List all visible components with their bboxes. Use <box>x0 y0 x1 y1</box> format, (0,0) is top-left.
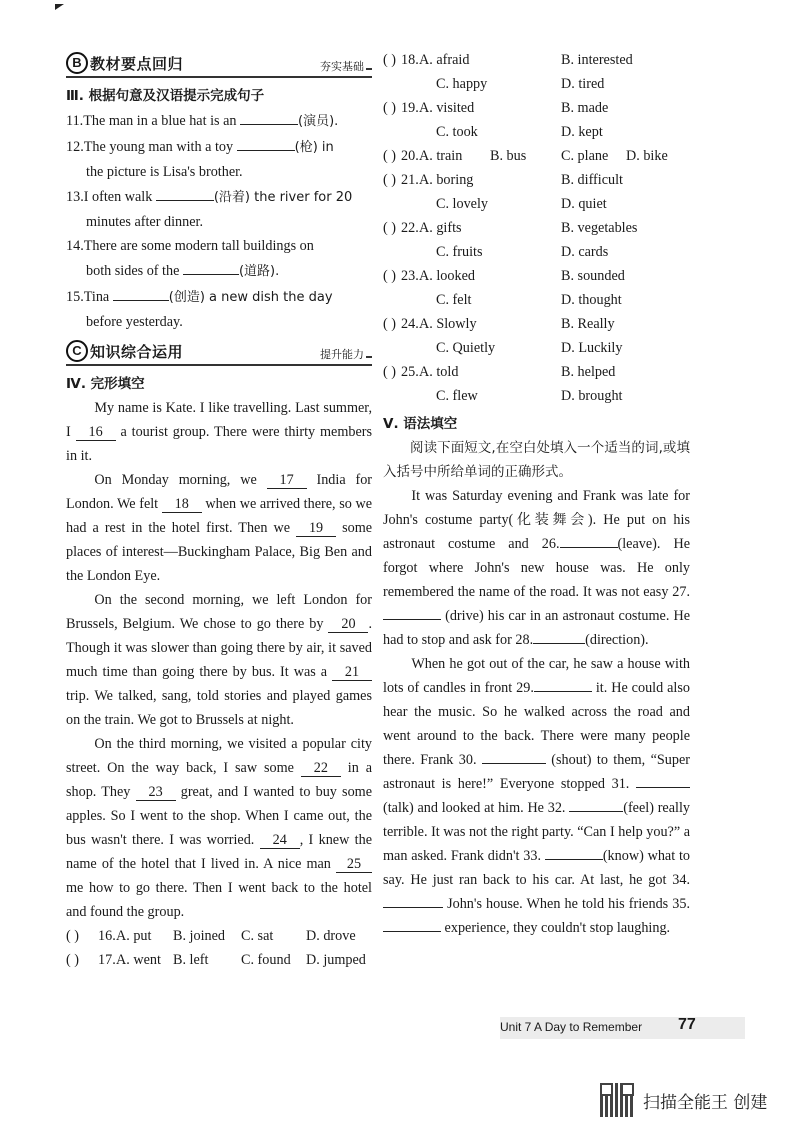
option-a[interactable]: A. boring <box>419 172 474 188</box>
option-b[interactable]: B. vegetables <box>561 220 638 236</box>
cloze-blank-20[interactable]: 20 <box>328 616 368 633</box>
cloze-paragraph-3: On the second morning, we left London for Brussels, Belgium. We chose to go there by 20 . Though it was slower than going there by air, it saved much time than going there by bus. It was a 21 trip. We talked, sang, told stories and played games on the train. We got to Brussels at night. <box>66 592 373 728</box>
option-row-24-cont <box>383 336 690 360</box>
cloze-blank-18[interactable]: 18 <box>162 496 202 513</box>
answer-paren[interactable]: ( ) <box>383 172 396 188</box>
option-a[interactable]: A. afraid <box>419 52 470 68</box>
answer-paren[interactable]: ( ) <box>66 928 79 944</box>
scanner-watermark: 扫描全能王 创建 <box>643 1093 768 1113</box>
right-column <box>383 48 690 940</box>
page-footer <box>500 1017 745 1039</box>
section-c-badge: C <box>66 340 88 362</box>
option-d[interactable]: D. brought <box>561 388 623 404</box>
option-row-25-cont <box>383 384 690 408</box>
option-c[interactable]: C. happy <box>436 76 488 92</box>
option-row-22-cont <box>383 240 690 264</box>
option-a[interactable]: A. told <box>419 364 459 380</box>
option-row-18-cont <box>383 72 690 96</box>
page-number: 77 <box>678 1016 696 1033</box>
cloze-paragraph-1: My name is Kate. I like travelling. Last summer, I 16 a tourist group. There were thirty members in it. <box>66 400 373 464</box>
option-row-23-cont <box>383 288 690 312</box>
option-a[interactable]: A. went <box>116 952 161 968</box>
blank-11[interactable] <box>240 108 298 125</box>
option-c[interactable]: C. sat <box>241 928 274 944</box>
grammar-blank-28[interactable] <box>533 643 585 644</box>
option-row-19-cont <box>383 120 690 144</box>
option-b[interactable]: B. difficult <box>561 172 624 188</box>
option-c[interactable]: C. plane <box>561 148 609 164</box>
answer-paren[interactable]: ( ) <box>383 52 396 68</box>
grammar-blank-29[interactable] <box>534 691 592 692</box>
option-row-16: ( ) 16. A. put B. joined C. sat D. drove <box>66 924 372 948</box>
section-b-title: 教材要点回归 <box>90 55 184 73</box>
option-row-19: ( ) 19. A. visited B. made <box>383 96 690 120</box>
blank-14[interactable] <box>183 258 239 275</box>
option-d[interactable]: D. Luckily <box>561 340 623 356</box>
answer-paren[interactable]: ( ) <box>383 268 396 284</box>
qr-code-icon <box>600 1083 634 1117</box>
cloze-blank-24[interactable]: 24 <box>260 832 300 849</box>
answer-paren[interactable]: ( ) <box>383 364 396 380</box>
option-b[interactable]: B. helped <box>561 364 616 380</box>
grammar-paragraph-1: It was Saturday evening and Frank was late for John's costume party(化装舞会). He put on his astronaut costume and 26. (leave). He forgot where John's new house was. He only remembered the name of the road. It was not easy 27. (drive) his car in an astronaut costume. He had to stop and ask for 28. (direction). <box>383 488 690 648</box>
question-12: 12.The young man with a toy (枪) in the picture is Lisa's brother. <box>66 134 372 184</box>
cloze-blank-25[interactable]: 25 <box>336 856 372 873</box>
option-d[interactable]: D. quiet <box>561 196 607 212</box>
cloze-paragraph-4: On the third morning, we visited a popular city street. On the way back, I saw some 22 in a shop. They 23 great, and I wanted to buy some apples. So I went to the shop. When I came out, the bus wasn't there. I was worried. 24 , I knew the name of the hotel that I lived in. A nice man 25 me how to go there. Then I went back to the hotel and found the group. <box>66 736 372 920</box>
option-b[interactable]: B. interested <box>561 52 633 68</box>
option-row-22: ( ) 22. A. gifts B. vegetables <box>383 216 690 240</box>
option-d[interactable]: D. bike <box>626 148 668 164</box>
grammar-blank-31[interactable] <box>636 787 690 788</box>
option-a[interactable]: A. gifts <box>419 220 462 236</box>
section-c-title: 知识综合运用 <box>90 343 184 361</box>
question-11: 11.The man in a blue hat is an (演员). <box>66 108 372 134</box>
cloze-blank-23[interactable]: 23 <box>136 784 176 801</box>
grammar-paragraph-2: When he got out of the car, he saw a house with lots of candles in front 29. it. He could also hear the music. So he walked across the road and went around to the back. There were many people there. Frank 30. (shout) to them, “Super astronaut is here!” Everyone stopped 31. (talk) and looked at him. He 32. (feel) really terrible. It was not the right party. “Can I help you?” a man asked. Frank didn't 33. (know) what to say. He just ran back to his car. At last, he got 34. John's house. When he told his friends 35. experience, they couldn't stop laughing. <box>383 656 691 936</box>
answer-paren[interactable]: ( ) <box>383 316 396 332</box>
option-d[interactable]: D. jumped <box>306 952 366 968</box>
option-row-25: ( ) 25. A. told B. helped <box>383 360 690 384</box>
option-c[interactable]: C. fruits <box>436 244 483 260</box>
cloze-blank-21[interactable]: 21 <box>332 664 372 681</box>
option-a[interactable]: A. Slowly <box>419 316 477 332</box>
blank-13[interactable] <box>156 184 214 201</box>
blank-15[interactable] <box>113 284 169 301</box>
cloze-blank-19[interactable]: 19 <box>296 520 336 537</box>
grammar-blank-35[interactable] <box>383 931 441 932</box>
right-options-list <box>383 48 690 408</box>
option-row-18: ( ) 18. A. afraid B. interested <box>383 48 690 72</box>
cloze-blank-22[interactable]: 22 <box>301 760 341 777</box>
part5-instructions: 阅读下面短文,在空白处填入一个适当的词,或填入括号中所给单词的正确形式。 <box>383 440 690 480</box>
grammar-blank-34[interactable] <box>383 907 443 908</box>
option-d[interactable]: D. cards <box>561 244 609 260</box>
answer-paren[interactable]: ( ) <box>383 148 396 164</box>
left-column <box>66 50 372 972</box>
option-c[interactable]: C. lovely <box>436 196 489 212</box>
answer-paren[interactable]: ( ) <box>383 220 396 236</box>
option-row-23: ( ) 23. A. looked B. sounded <box>383 264 690 288</box>
grammar-blank-32[interactable] <box>569 811 623 812</box>
option-b[interactable]: B. bus <box>490 148 527 164</box>
option-row-24: ( ) 24. A. Slowly B. Really <box>383 312 690 336</box>
option-c[interactable]: C. Quietly <box>436 340 496 356</box>
part3-heading: Ⅲ. 根据句意及汉语提示完成句子 <box>66 88 265 104</box>
section-b-tag: 夯实基础 <box>320 58 372 74</box>
part5-heading: Ⅴ. 语法填空 <box>383 416 458 432</box>
cloze-blank-17[interactable]: 17 <box>267 472 307 489</box>
option-row-21: ( ) 21. A. boring B. difficult <box>383 168 690 192</box>
section-b-header <box>66 50 372 78</box>
option-c[interactable]: C. flew <box>436 388 478 404</box>
option-row-17: ( ) 17. A. went B. left C. found D. jumped <box>66 948 372 972</box>
unit-title: Unit 7 A Day to Remember <box>500 1020 643 1034</box>
option-b[interactable]: B. sounded <box>561 268 625 284</box>
question-13: 13.I often walk (沿着) the river for 20 minutes after dinner. <box>66 184 372 234</box>
blank-12[interactable] <box>237 134 295 151</box>
option-d[interactable]: D. thought <box>561 292 622 308</box>
option-b[interactable]: B. made <box>561 100 609 116</box>
option-b[interactable]: B. joined <box>173 928 226 944</box>
option-c[interactable]: C. took <box>436 124 478 140</box>
option-b[interactable]: B. left <box>173 952 209 968</box>
answer-paren[interactable]: ( ) <box>383 100 396 116</box>
question-14: 14.There are some modern tall buildings on both sides of the (道路). <box>66 238 314 279</box>
option-a[interactable]: A. put <box>116 928 152 944</box>
section-c-header <box>66 338 372 366</box>
grammar-blank-30[interactable] <box>482 763 546 764</box>
grammar-blank-33[interactable] <box>545 859 603 860</box>
option-row-21-cont <box>383 192 690 216</box>
option-a[interactable]: A. train <box>419 148 463 164</box>
section-c-tag: 提升能力 <box>320 346 372 362</box>
answer-paren[interactable]: ( ) <box>66 952 79 968</box>
option-c[interactable]: C. found <box>241 952 291 968</box>
cloze-paragraph-2: On Monday morning, we 17 India for London. We felt 18 when we arrived there, so we had a rest in the hotel first. Then we 19 some places of interest—Buckingham Palace, Big Ben and the London Eye. <box>66 472 373 584</box>
option-a[interactable]: A. looked <box>419 268 475 284</box>
cloze-blank-16[interactable]: 16 <box>76 424 116 441</box>
option-b[interactable]: B. Really <box>561 316 615 332</box>
section-b-badge: B <box>66 52 88 74</box>
option-row-20: ( ) 20. A. train B. bus C. plane D. bike <box>383 144 690 168</box>
option-a[interactable]: A. visited <box>419 100 475 116</box>
grammar-blank-26[interactable] <box>560 547 618 548</box>
page-corner-mark <box>55 4 64 10</box>
option-d[interactable]: D. drove <box>306 928 356 944</box>
part4-heading: Ⅳ. 完形填空 <box>66 376 145 392</box>
question-15: 15.Tina (创造) a new dish the day before yesterday. <box>66 284 372 334</box>
grammar-blank-27[interactable] <box>383 619 441 620</box>
option-d[interactable]: D. tired <box>561 76 605 92</box>
option-c[interactable]: C. felt <box>436 292 472 308</box>
option-d[interactable]: D. kept <box>561 124 603 140</box>
